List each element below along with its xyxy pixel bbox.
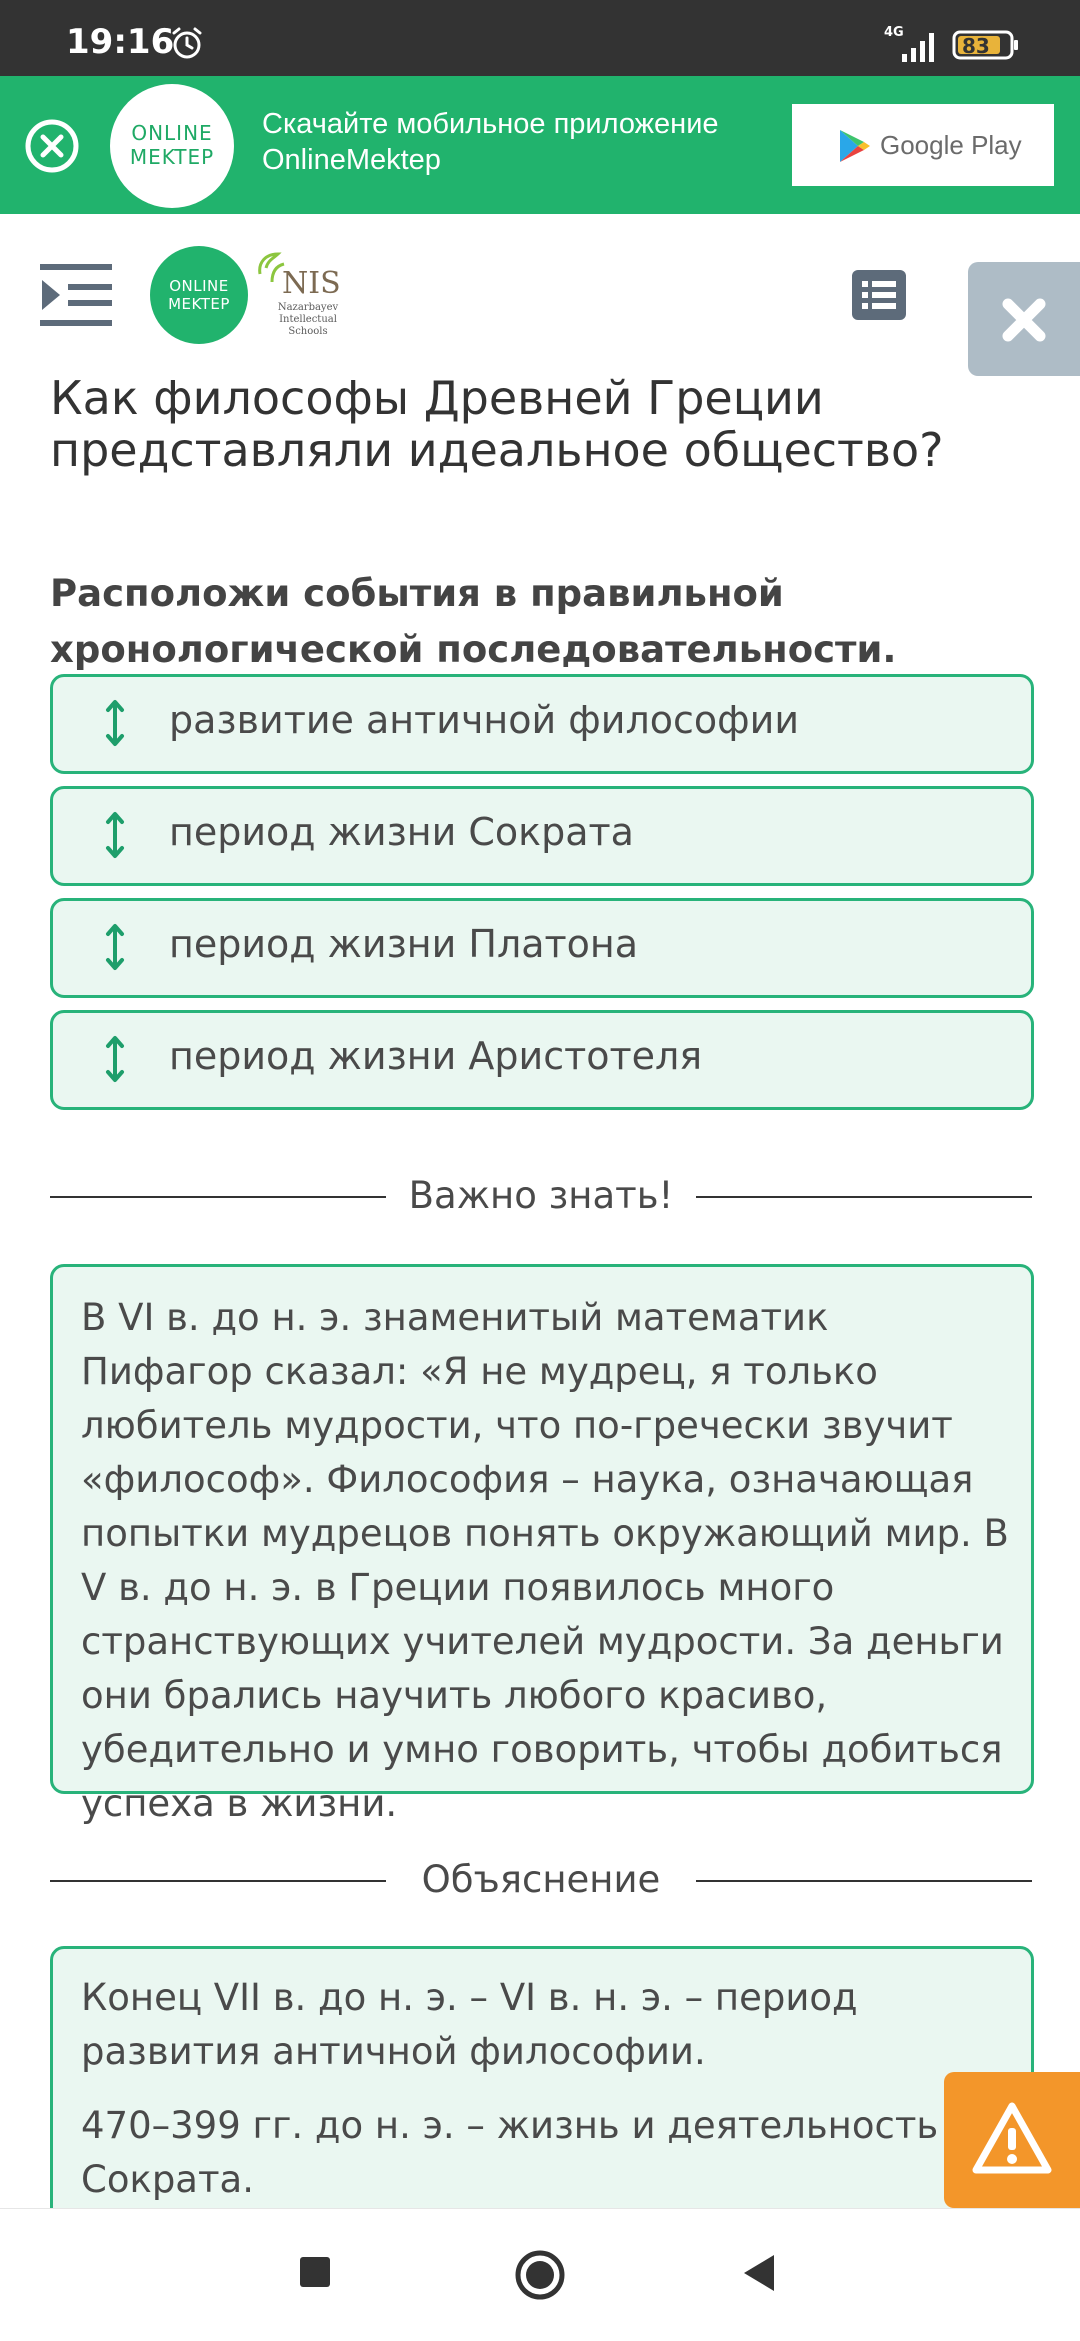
banner-text: Скачайте мобильное приложение OnlineMektep bbox=[262, 108, 719, 176]
google-play-button[interactable] bbox=[792, 104, 1054, 186]
explanation-paragraph: Конец VII в. до н. э. – VI в. н. э. – период развития античной философии. bbox=[81, 1976, 858, 2073]
logo-line-mektep: MEKTEP bbox=[129, 145, 215, 169]
app-download-banner bbox=[0, 76, 1080, 214]
recent-apps-icon[interactable] bbox=[298, 2255, 332, 2289]
task-instruction: Расположи события в правильной хронологической последовательности. bbox=[50, 572, 897, 671]
divider-line bbox=[696, 1880, 1032, 1882]
onlinemektep-logo bbox=[110, 84, 234, 208]
menu-icon[interactable] bbox=[40, 262, 112, 328]
system-navigation-bar bbox=[0, 2208, 1080, 2341]
close-quiz-button[interactable] bbox=[968, 262, 1080, 376]
google-play-icon bbox=[838, 128, 872, 164]
nis-title: NIS bbox=[282, 266, 341, 301]
close-icon bbox=[968, 262, 1080, 376]
status-time: 19:16 bbox=[66, 22, 175, 62]
sortable-item[interactable] bbox=[50, 898, 1034, 998]
header-logo-mektep: MEKTEP bbox=[168, 295, 230, 313]
nis-subtitle: Nazarbayev Intellectual Schools bbox=[277, 302, 339, 337]
important-heading: Важно знать! bbox=[408, 1174, 674, 1217]
drag-handle-icon[interactable] bbox=[105, 1035, 125, 1083]
sortable-item[interactable] bbox=[50, 786, 1034, 886]
google-play-label: Google Play bbox=[880, 130, 1022, 160]
divider-line bbox=[696, 1196, 1032, 1198]
nis-logo bbox=[252, 246, 348, 344]
battery-level: 83 bbox=[962, 34, 990, 58]
divider-line bbox=[50, 1880, 386, 1882]
drag-handle-icon[interactable] bbox=[105, 923, 125, 971]
sortable-item-label: период жизни Сократа bbox=[169, 810, 634, 854]
header-logo-online: ONLINE bbox=[169, 277, 229, 295]
drag-handle-icon[interactable] bbox=[105, 811, 125, 859]
sortable-item-label: развитие античной философии bbox=[169, 698, 800, 742]
explanation-paragraph: 470–399 гг. до н. э. – жизнь и деятельность Сократа. bbox=[81, 2104, 939, 2201]
onlinemektep-header-logo[interactable] bbox=[150, 246, 248, 344]
network-type-label: 4G bbox=[884, 25, 904, 40]
status-bar bbox=[0, 0, 1080, 76]
explanation-heading: Объяснение bbox=[421, 1858, 661, 1901]
important-text: В VI в. до н. э. знаменитый математик Пифагор сказал: «Я не мудрец, я только любитель мудрости, что по-гречески звучит «философ». Философия – наука, означающая попытки мудрецов понять окружающий мир. В V в. до н. э. в Греции появилось много странствующих учителей мудрости. За деньги они брались научить любого красиво, убедительно и умно говорить, чтобы добиться успеха в жизни. bbox=[81, 1296, 1009, 1825]
question-title: Как философы Древней Греции представляли идеальное общество? bbox=[50, 371, 944, 477]
divider-line bbox=[50, 1196, 386, 1198]
logo-line-online: ONLINE bbox=[131, 121, 213, 145]
sortable-item[interactable] bbox=[50, 674, 1034, 774]
warning-icon bbox=[944, 2072, 1080, 2208]
back-icon[interactable] bbox=[740, 2253, 778, 2293]
alarm-icon bbox=[170, 26, 204, 60]
sortable-item-label: период жизни Аристотеля bbox=[169, 1034, 703, 1078]
question-list-icon[interactable] bbox=[852, 270, 906, 320]
close-banner-icon[interactable] bbox=[24, 118, 80, 174]
signal-icon bbox=[900, 30, 940, 62]
sortable-item[interactable] bbox=[50, 1010, 1034, 1110]
home-icon[interactable] bbox=[514, 2249, 566, 2301]
report-problem-button[interactable] bbox=[944, 2072, 1080, 2208]
sortable-item-label: период жизни Платона bbox=[169, 922, 639, 966]
important-card bbox=[50, 1264, 1034, 1825]
drag-handle-icon[interactable] bbox=[105, 699, 125, 747]
